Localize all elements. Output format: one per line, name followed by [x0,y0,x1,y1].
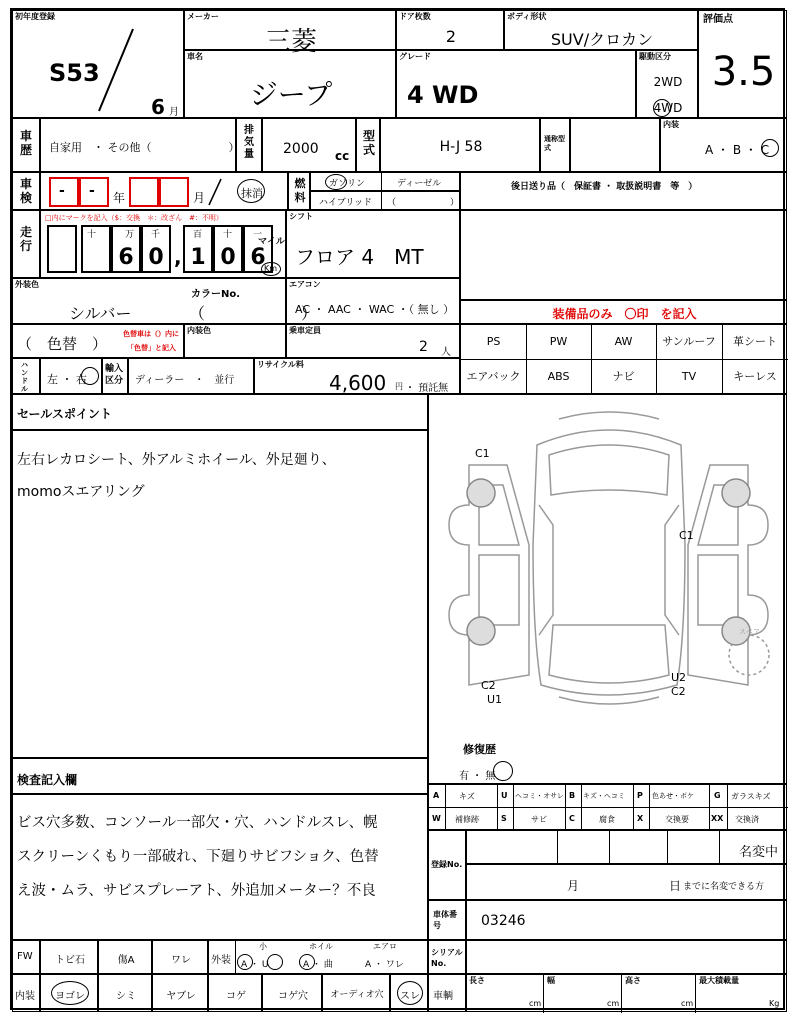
fw-item-1 [40,940,98,974]
legend-text-w: 補修跡 [455,815,479,824]
handle-label-cell [12,358,40,394]
displacement-value: 2000 [283,141,319,157]
sales-line-2: momoスエアリング [17,484,145,500]
model-label: 型式 [362,129,375,157]
fuel-row-1 [310,172,460,191]
interior-item-7 [390,974,428,1012]
interior-grade-label: 内装 [663,120,679,129]
mileage-note: □内にマークを記入（$：交換 ＊：改ざん #：不明） [45,214,223,222]
interior-item-tear: ヤブレ [166,991,196,1002]
thousand-comma: , [174,245,182,269]
cc-unit: cc [335,149,350,163]
mileage-label-cell [12,210,40,278]
reg-deadline: までに名変できる方 [683,882,765,892]
common-model-label-cell [540,118,570,172]
fw-item-crack: ワレ [171,955,191,966]
serial-value-cell [466,940,787,974]
inspection-label-cell [12,172,40,210]
notes-line-1: ビス穴多数、コンソール一部欠・穴、ハンドルスレ、幌 [17,815,378,831]
small-value: A ・ U [241,960,269,970]
mile-km-cell [258,224,286,278]
dimensions-cell [466,974,787,1012]
wheel-value: A ・ 曲 [303,960,333,970]
width-unit: cm [607,999,620,1008]
repair-title: 修復歴 [463,743,496,756]
interior-color-cell [184,324,286,358]
interior-item-burn: コゲ [226,991,246,1002]
sales-title: セールスポイント [17,407,112,421]
exterior-parts-cell [208,940,428,974]
drive-2wd: 2WD [653,75,683,89]
body-type-label: ボディ形状 [507,12,547,21]
length-label: 長さ [469,976,485,985]
grade-value: 4 WD [407,81,479,109]
fuel-row-2 [310,191,460,210]
interior-item-2 [98,974,152,1012]
slash-mark [93,25,153,115]
wheel-label: ホイル [309,942,333,951]
interior-item-audio-hole: オーディオ穴 [330,990,384,1000]
maker-value: 三菱 [264,27,317,57]
documents-label: 後日送り品（ 保証書 ・ 取扱説明書 等 ） [511,182,698,192]
sales-line-1: 左右レカロシート、外アルミホイール、外足廻り、 [17,452,336,468]
legend-grid [428,784,787,830]
import-value: ディーラー ・ 並行 [135,375,235,386]
reg-no-boxes [466,830,787,864]
car-name-cell [184,50,396,118]
repaint-note-2: 「色替」と記入 [127,344,176,352]
spare-label: スペア [739,628,760,636]
shift-cell [286,210,460,278]
unit-hundred: 百 [193,230,203,240]
legend-code-c: C [569,814,575,823]
legend-text-u: ヘコミ・オサレ [515,792,564,800]
fuel-other: （ ） [387,198,460,208]
inspection-value-cell [40,172,288,210]
damage-mark-u2-right: U2 [671,671,687,684]
displacement-value-cell [262,118,356,172]
damage-mark-c2-left: C2 [481,679,496,692]
interior-damage-label-cell [12,974,40,1012]
reg-day: 日 [669,879,682,893]
slash-mark [205,177,225,207]
model-value: H-J 58 [439,139,483,155]
car-diagram-icon [429,395,788,715]
damage-mark-u1-left: U1 [487,693,503,706]
fuel-label-cell [288,172,310,210]
option-tv: TV [681,370,697,383]
options-grid [460,324,787,394]
odometer-digit-3: 0 [220,245,236,270]
import-value-cell [128,358,254,394]
interior-damage-label: 内装 [15,991,35,1002]
odometer-digit-2: 1 [190,245,206,270]
doors-label: ドア枚数 [399,12,431,21]
dimensions-label-cell [428,974,466,1012]
recycle-label: リサイクル料 [257,360,304,369]
option-pw: PW [549,335,568,348]
reg-deadline-cell [466,864,787,900]
aero-value: A ・ ワレ [365,960,404,970]
repaint-value: （ 色替 ） [17,335,108,353]
documents-cell [460,172,787,210]
import-label-cell [102,358,128,394]
interior-item-scuff: スレ [400,991,420,1002]
fw-item-2 [98,940,152,974]
height-label: 高さ [625,976,641,985]
legend-code-a: A [433,791,440,800]
aircon-label: エアコン [289,280,321,289]
interior-item-4 [208,974,262,1012]
history-label-cell [12,118,40,172]
interior-grade-value: A ・ B ・ C [705,143,770,157]
recycle-unit: 円 [395,382,403,391]
model-label-cell [356,118,380,172]
history-value-cell [40,118,240,172]
circle-mark [653,99,671,117]
fw-label: FW [17,951,33,962]
fw-item-3 [152,940,208,974]
repair-value: 有 ・ 無 [459,771,496,782]
option-aw: AW [614,335,633,348]
model-value-cell [380,118,540,172]
legend-text-s: サビ [531,815,547,824]
first-registration-cell [12,10,184,118]
interior-item-1 [40,974,98,1012]
car-name-label: 車名 [187,52,203,61]
height-unit: cm [681,999,694,1008]
circle-mark [325,174,347,190]
capacity-value: 2 [419,339,428,355]
max-load-unit: Kg [769,999,780,1008]
interior-item-burn-hole: コゲ穴 [278,991,308,1002]
unit-ten-thousand-0: 十 [87,230,97,240]
interior-item-3 [152,974,208,1012]
dash: - [59,183,65,199]
shift-value: フロア 4 MT [295,245,424,269]
legend-code-x: X [637,814,644,823]
drive-cell [636,50,698,118]
exterior-parts-label: 外装 [211,955,231,966]
legend-text-x: 交換要 [665,815,689,824]
notes-line-2: スクリーンくもり一部破れ、下廻りサビフショク、色替 [17,849,379,865]
odometer-digit-0: 6 [118,245,134,270]
serial-label: シリアルNo. [431,948,463,968]
repaint-note-1: 色替車は（）内に [123,330,179,338]
legend-code-g: G [714,791,721,800]
small-label: 小 [259,942,267,951]
circle-mark [397,981,423,1005]
import-label: 輸入区分 [105,364,124,386]
legend-text-xx: 交換済 [735,815,759,824]
capacity-unit: 人 [441,347,451,358]
interior-grade-cell [660,118,787,172]
option-leather-seat: 革シート [733,335,777,348]
body-type-value: SUV/クロカン [550,30,654,49]
mile-unit: マイル [258,237,285,247]
fw-item-scratch: 傷A [117,955,135,966]
handle-label: ハンドル [21,361,28,393]
legend-code-b: B [569,791,576,800]
odometer-digit-1: 0 [148,245,164,270]
unit-ten: 十 [223,230,233,240]
doors-cell [396,10,504,50]
mileage-value-cell [40,210,286,278]
name-change: 名変中 [739,845,779,860]
doors-value: 2 [445,27,457,46]
circle-mark [493,761,513,781]
shift-label: シフト [289,212,313,221]
auction-sheet [10,8,785,1010]
exterior-color-value: シルバー [69,304,132,323]
grade-cell [396,50,636,118]
first-reg-month-unit: 月 [169,107,179,118]
notes-title-cell [12,758,428,794]
circle-mark [261,262,281,276]
interior-color-label: 内装色 [187,326,211,335]
damage-mark-c1-left: C1 [475,447,490,460]
unit-ten-thousand: 万 [125,230,135,240]
common-model-label: 通称型式 [544,135,565,152]
inspection-year-unit: 年 [113,191,126,205]
odometer-digit-4: 6 [250,245,266,270]
width-label: 幅 [547,976,555,985]
recycle-cell [254,358,460,394]
legend-text-g: ガラスキズ [731,792,771,801]
km-unit: Km [264,264,278,273]
color-no-value: （ ） [189,304,318,323]
sales-title-cell [12,394,428,430]
options-title: 装備品のみ 〇印 を記入 [552,307,697,321]
chassis-value: 03246 [481,913,526,929]
fuel-gasoline: ガソリン [329,179,366,189]
color-no-label: カラーNo. [191,289,241,300]
repaint-cell [12,324,184,358]
car-diagram-cell [428,394,787,784]
car-name-value: ジープ [249,78,333,111]
notes-line-3: え波・ムラ、サビスプレーアト、外追加メーター？不良 [17,883,376,899]
interior-item-stain: ヨゴレ [55,991,85,1002]
dash: - [89,183,95,199]
legend-code-p: P [637,791,643,800]
reg-no-label: 登録No. [431,860,463,869]
legend-code-w: W [432,814,441,823]
aircon-cell [286,278,460,324]
grade-label: グレード [399,52,431,61]
mileage-label: 走行 [19,225,32,253]
recycle-value: 4,600 [329,371,387,395]
chassis-value-cell [466,900,787,940]
exterior-color-label: 外装色 [15,280,39,289]
damage-mark-c1-right: C1 [679,529,694,542]
fuel-diesel: ディーゼル [397,179,442,189]
dimensions-label: 車輌 [433,991,453,1002]
first-reg-month: 6 [151,95,165,119]
common-model-value-cell [570,118,660,172]
unit-thousand: 千 [151,230,161,240]
option-ps: PS [486,335,501,348]
fuel-label: 燃料 [294,177,306,204]
reg-no-label-cell [428,830,466,900]
sales-body-cell [12,430,428,758]
fw-item-chip: トビ石 [55,955,85,966]
score-label: 評価点 [703,14,733,25]
history-value: 自家用 ・ その他（ ） [49,141,240,154]
capacity-cell [286,324,460,358]
maker-label: メーカー [187,12,219,21]
legend-text-b: キズ・ヘコミ [583,792,625,800]
aero-label: エアロ [373,942,397,951]
unit-one: 一 [253,230,263,240]
interior-item-6 [322,974,390,1012]
inspection-month-box-2 [159,177,189,207]
option-airbag: エアバック [466,370,521,383]
length-unit: cm [529,999,542,1008]
drive-label: 駆動区分 [639,52,671,61]
documents-blank [460,210,787,300]
notes-body-cell [12,794,428,940]
score-cell [698,10,787,118]
interior-item-spot: シミ [116,991,136,1002]
odometer-box-0 [47,225,77,273]
fuel-hybrid: ハイブリッド [319,198,373,208]
circle-mark [761,139,779,157]
chassis-label: 車体番号 [433,910,457,930]
aircon-value: AC ・ AAC ・ WAC ・（ 無し ） [295,303,455,316]
handle-value: 左 ・ 右 [47,373,87,386]
legend-code-xx: XX [711,814,724,823]
legend-code-s: S [501,814,507,823]
displacement-label: 排気量 [244,125,254,160]
option-keyless: キーレス [733,370,777,383]
legend-text-c: 腐食 [599,815,615,824]
chassis-label-cell [428,900,466,940]
recycle-deposit: ・ 預託無 [405,383,449,394]
capacity-label: 乗車定員 [289,326,321,335]
circle-mark [51,981,89,1005]
first-reg-label: 初年度登録 [15,12,55,21]
circle-mark [267,954,283,970]
first-reg-year: S53 [49,59,100,87]
interior-item-5 [262,974,322,1012]
legend-text-a: キズ [459,792,475,801]
drive-4wd: 4WD [653,101,683,115]
option-abs: ABS [547,370,570,383]
damage-mark-c2-right: C2 [671,685,686,698]
circle-mark [81,367,99,385]
serial-label-cell [428,940,466,974]
inspection-month-box-1 [129,177,159,207]
notes-title: 検査記入欄 [17,773,78,787]
circle-mark [237,954,253,970]
inspection-label: 車検 [19,177,32,205]
option-sunroof: サンルーフ [662,335,716,348]
circle-mark [299,954,315,970]
reg-month: 月 [567,879,580,893]
displacement-label-cell [236,118,262,172]
handle-value-cell [40,358,102,394]
option-navi: ナビ [612,370,635,383]
fw-label-cell [12,940,40,974]
body-type-cell [504,10,698,50]
expired-label: 抹消 [241,187,263,200]
circle-mark [237,179,265,203]
legend-code-u: U [501,791,508,800]
inspection-month-unit: 月 [193,191,206,205]
legend-text-p: 色あせ・ボケ [652,792,694,800]
history-label: 車歴 [19,129,32,157]
score-value: 3.5 [711,49,776,95]
max-load-label: 最大積載量 [699,976,739,985]
options-title-cell [460,300,787,324]
